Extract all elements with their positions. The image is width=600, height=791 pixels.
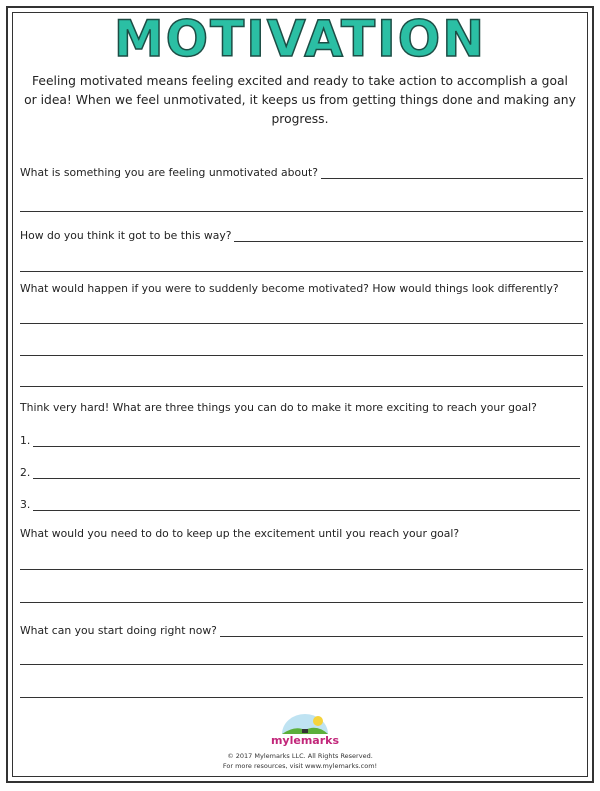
answer-line[interactable] [33, 468, 580, 479]
item-2: 2. [20, 466, 580, 479]
answer-line[interactable] [20, 323, 583, 324]
answer-line[interactable] [20, 211, 583, 212]
answer-line[interactable] [20, 386, 583, 387]
answer-line[interactable] [234, 231, 583, 242]
answer-line[interactable] [321, 168, 583, 179]
question-1: What is something you are feeling unmotivated about? [20, 166, 583, 179]
mylemarks-logo [270, 712, 340, 746]
question-3: What would happen if you were to suddenly become motivated? How would things look differently? [20, 282, 559, 295]
copyright: © 2017 Mylemarks LLC. All Rights Reserved. [227, 752, 373, 760]
question-6: What can you start doing right now? [20, 624, 583, 637]
answer-line[interactable] [220, 626, 583, 637]
answer-line[interactable] [33, 436, 580, 447]
intro-text: Feeling motivated means feeling excited and ready to take action to accomplish a goal or idea! When we feel unmotivated, it keeps us from getting things done and making any progress. [24, 74, 576, 126]
svg-text:mylemarks: mylemarks [270, 734, 340, 746]
resources-link[interactable]: For more resources, visit www.mylemarks.com! [222, 762, 378, 770]
item-3: 3. [20, 498, 580, 511]
answer-line[interactable] [20, 664, 583, 665]
answer-line[interactable] [20, 697, 583, 698]
answer-line[interactable] [20, 355, 583, 356]
answer-line[interactable] [33, 500, 580, 511]
answer-line[interactable] [20, 569, 583, 570]
question-2: How do you think it got to be this way? [20, 229, 583, 242]
answer-line[interactable] [20, 271, 583, 272]
answer-line[interactable] [20, 602, 583, 603]
item-1: 1. [20, 434, 580, 447]
page-title: MOTIVATION [113, 10, 487, 68]
question-5: What would you need to do to keep up the excitement until you reach your goal? [20, 527, 460, 540]
question-4: Think very hard! What are three things you can do to make it more exciting to reach your goal? [20, 401, 537, 414]
